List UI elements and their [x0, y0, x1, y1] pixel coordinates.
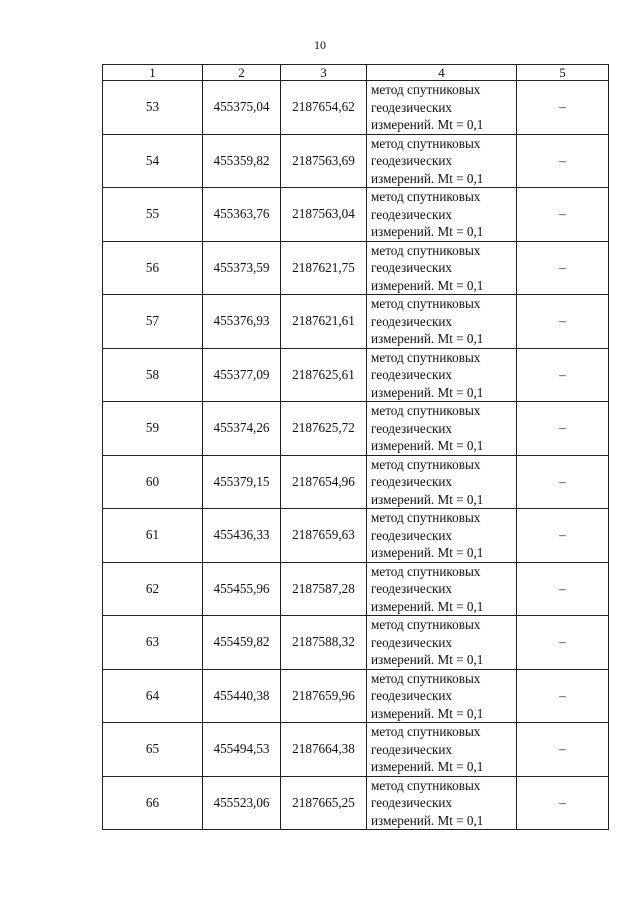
x-coordinate-cell: 455459,82: [203, 616, 281, 670]
description-cell: –: [517, 295, 609, 349]
method-text-line-3: измерений. Mt = 0,1: [371, 812, 484, 828]
description-cell: –: [517, 776, 609, 830]
method-text-line-3: измерений. Mt = 0,1: [371, 384, 484, 400]
x-coordinate-cell: 455377,09: [203, 348, 281, 402]
x-coordinate-cell: 455375,04: [203, 81, 281, 135]
method-text-line-3: измерений. Mt = 0,1: [371, 277, 484, 293]
table-row: [103, 455, 609, 509]
description-cell: –: [517, 669, 609, 723]
y-coordinate-cell: 2187621,75: [281, 241, 367, 295]
y-coordinate-cell: 2187563,69: [281, 134, 367, 188]
method-text-line-1: метод спутниковых: [371, 403, 481, 418]
y-coordinate-cell: 2187621,61: [281, 295, 367, 349]
point-number-cell: 54: [103, 134, 203, 188]
x-coordinate-cell: 455359,82: [203, 134, 281, 188]
method-text-line-2: геодезических: [371, 420, 453, 436]
method-text-line-2: геодезических: [371, 206, 453, 222]
point-number-cell: 60: [103, 455, 203, 509]
method-text-line-2: геодезических: [371, 581, 453, 596]
point-number-cell: 61: [103, 509, 203, 563]
x-coordinate-cell: 455455,96: [203, 562, 281, 616]
method-text-line-2: геодезических: [371, 688, 453, 703]
method-text-line-2: геодезических: [371, 527, 453, 543]
description-cell: –: [517, 134, 609, 188]
x-coordinate-cell: 455363,76: [203, 188, 281, 242]
point-number-cell: 63: [103, 616, 203, 670]
description-cell: –: [517, 81, 609, 135]
table-row: [103, 723, 609, 777]
y-coordinate-cell: 2187664,38: [281, 723, 367, 777]
description-cell: –: [517, 723, 609, 777]
point-number-cell: 66: [103, 776, 203, 830]
point-number-cell: 62: [103, 562, 203, 616]
y-coordinate-cell: 2187587,28: [281, 562, 367, 616]
point-number-cell: 65: [103, 723, 203, 777]
method-text-line-1: метод спутниковых: [371, 563, 481, 579]
y-coordinate-cell: 2187654,62: [281, 81, 367, 135]
y-coordinate-cell: 2187625,61: [281, 348, 367, 402]
header-col-3: 3: [281, 65, 367, 81]
x-coordinate-cell: 455373,59: [203, 241, 281, 295]
table-row: [103, 81, 609, 135]
method-cell: [367, 776, 517, 830]
method-text-line-3: измерений. Mt = 0,1: [371, 598, 484, 614]
method-text-line-3: измерений. Mt = 0,1: [371, 170, 484, 186]
point-number-cell: 55: [103, 188, 203, 242]
table-row: [103, 295, 609, 349]
page-number: 10: [314, 38, 326, 52]
method-text-line-2: геодезических: [371, 153, 453, 168]
point-number-cell: 64: [103, 669, 203, 723]
description-cell: –: [517, 455, 609, 509]
method-text-line-1: метод спутниковых: [371, 82, 481, 97]
x-coordinate-cell: 455494,53: [203, 723, 281, 777]
method-cell: [367, 562, 517, 616]
method-text-line-1: метод спутниковых: [371, 296, 481, 311]
point-number-cell: 56: [103, 241, 203, 295]
x-coordinate-cell: 455523,06: [203, 776, 281, 830]
method-cell: [367, 723, 517, 777]
method-text-line-1: метод спутниковых: [371, 617, 481, 632]
point-number-cell: 59: [103, 402, 203, 456]
method-cell: [367, 241, 517, 295]
method-text-line-1: метод спутниковых: [371, 242, 481, 258]
y-coordinate-cell: 2187659,63: [281, 509, 367, 563]
method-text-line-1: метод спутниковых: [371, 777, 481, 793]
method-text-line-3: измерений. Mt = 0,1: [371, 438, 484, 453]
method-text-line-3: измерений. Mt = 0,1: [371, 545, 484, 560]
table-row: [103, 669, 609, 723]
coordinates-table: [102, 64, 609, 830]
point-number-cell: 53: [103, 81, 203, 135]
method-cell: [367, 134, 517, 188]
table-row: [103, 509, 609, 563]
table-row: [103, 134, 609, 188]
x-coordinate-cell: 455376,93: [203, 295, 281, 349]
method-cell: [367, 295, 517, 349]
description-cell: –: [517, 402, 609, 456]
method-text-line-2: геодезических: [371, 99, 453, 115]
method-cell: [367, 509, 517, 563]
table-row: [103, 776, 609, 830]
method-text-line-3: измерений. Mt = 0,1: [371, 759, 484, 774]
table-row: [103, 402, 609, 456]
method-cell: [367, 455, 517, 509]
y-coordinate-cell: 2187654,96: [281, 455, 367, 509]
method-text-line-2: геодезических: [371, 741, 453, 757]
header-col-2: 2: [203, 65, 281, 81]
table-row: [103, 348, 609, 402]
table-row: [103, 241, 609, 295]
method-text-line-2: геодезических: [371, 474, 453, 489]
table-row: [103, 562, 609, 616]
description-cell: –: [517, 616, 609, 670]
y-coordinate-cell: 2187665,25: [281, 776, 367, 830]
description-cell: –: [517, 188, 609, 242]
description-cell: –: [517, 509, 609, 563]
description-cell: –: [517, 348, 609, 402]
y-coordinate-cell: 2187563,04: [281, 188, 367, 242]
table-row: [103, 188, 609, 242]
y-coordinate-cell: 2187659,96: [281, 669, 367, 723]
description-cell: –: [517, 562, 609, 616]
method-cell: [367, 616, 517, 670]
method-text-line-2: геодезических: [371, 634, 453, 650]
method-text-line-1: метод спутниковых: [371, 510, 481, 525]
x-coordinate-cell: 455436,33: [203, 509, 281, 563]
header-col-1: 1: [103, 65, 203, 81]
method-text-line-1: метод спутниковых: [371, 724, 481, 739]
method-text-line-2: геодезических: [371, 795, 453, 810]
table-body: [103, 81, 609, 830]
method-cell: [367, 348, 517, 402]
method-text-line-1: метод спутниковых: [371, 135, 481, 151]
point-number-cell: 57: [103, 295, 203, 349]
table-row: [103, 616, 609, 670]
table-header: [103, 65, 609, 81]
method-text-line-3: измерений. Mt = 0,1: [371, 652, 484, 667]
header-col-4: 4: [367, 65, 517, 81]
header-row: [103, 65, 609, 81]
method-text-line-2: геодезических: [371, 260, 453, 275]
method-text-line-3: измерений. Mt = 0,1: [371, 331, 484, 346]
x-coordinate-cell: 455374,26: [203, 402, 281, 456]
method-text-line-3: измерений. Mt = 0,1: [371, 491, 484, 507]
method-cell: [367, 188, 517, 242]
method-text-line-1: метод спутниковых: [371, 456, 481, 472]
description-cell: –: [517, 241, 609, 295]
point-number-cell: 58: [103, 348, 203, 402]
method-text-line-3: измерений. Mt = 0,1: [371, 117, 484, 132]
y-coordinate-cell: 2187625,72: [281, 402, 367, 456]
method-text-line-1: метод спутниковых: [371, 670, 481, 686]
method-text-line-3: измерений. Mt = 0,1: [371, 224, 484, 239]
x-coordinate-cell: 455440,38: [203, 669, 281, 723]
y-coordinate-cell: 2187588,32: [281, 616, 367, 670]
method-text-line-2: геодезических: [371, 367, 453, 382]
method-text-line-3: измерений. Mt = 0,1: [371, 705, 484, 721]
method-cell: [367, 81, 517, 135]
method-text-line-1: метод спутниковых: [371, 189, 481, 204]
method-cell: [367, 402, 517, 456]
method-cell: [367, 669, 517, 723]
method-text-line-1: метод спутниковых: [371, 349, 481, 365]
header-col-5: 5: [517, 65, 609, 81]
x-coordinate-cell: 455379,15: [203, 455, 281, 509]
method-text-line-2: геодезических: [371, 313, 453, 329]
